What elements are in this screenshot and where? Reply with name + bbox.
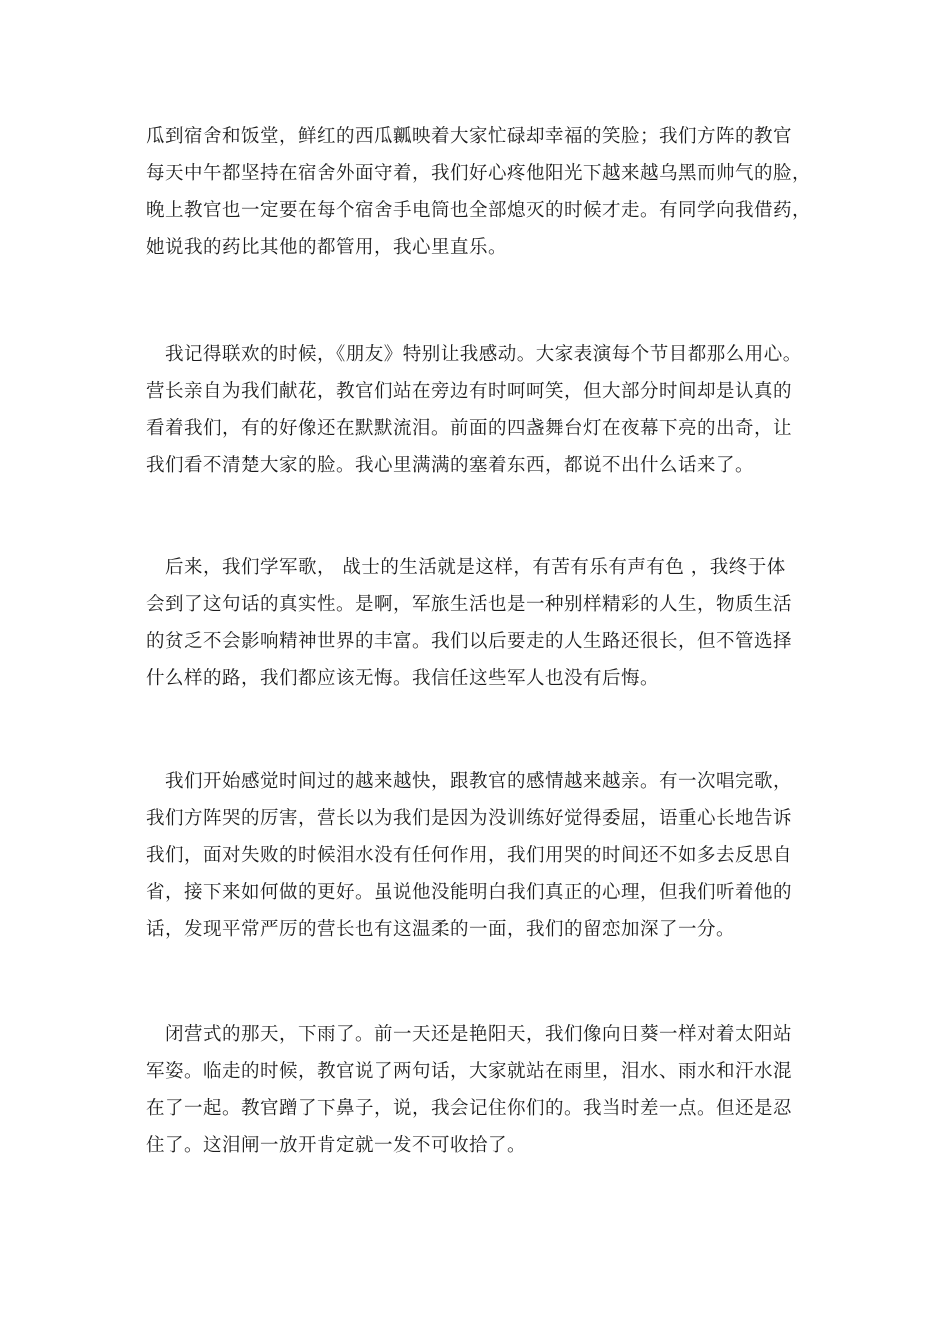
text-line: 营长亲自为我们献花，教官们站在旁边有时呵呵笑，但大部分时间却是认真的 [146,381,793,402]
paragraph-4 [146,763,826,948]
text-line: 闭营式的那天，下雨了。前一天还是艳阳天，我们像向日葵一样对着太阳站 [146,1024,793,1045]
text-line: 看着我们，有的好像还在默默流泪。前面的四盏舞台灯在夜幕下亮的出奇，让 [146,418,793,439]
text-line: 在了一起。教官蹭了下鼻子，说，我会记住你们的。我当时差一点。但还是忍 [146,1098,793,1119]
text-line: 省，接下来如何做的更好。虽说他没能明白我们真正的心理，但我们听着他的 [146,882,793,903]
text-line: 会到了这句话的真实性。是啊，军旅生活也是一种别样精彩的人生，物质生活 [146,594,793,615]
text-line: 我们开始感觉时间过的越来越快，跟教官的感情越来越亲。有一次唱完歌， [146,771,793,792]
text-line: 我们方阵哭的厉害，营长以为我们是因为没训练好觉得委屈，语重心长地告诉 [146,808,793,829]
text-line: 我们看不清楚大家的脸。我心里满满的塞着东西，都说不出什么话来了。 [146,455,755,476]
text-line: 后来，我们学军歌， 战士的生活就是这样，有苦有乐有声有色 ，我终于体 [146,557,786,578]
text-line: 我记得联欢的时候，《朋友》特别让我感动。大家表演每个节目都那么用心。 [146,344,802,365]
text-line: 的贫乏不会影响精神世界的丰富。我们以后要走的人生路还很长，但不管选择 [146,631,793,652]
text-line: 瓜到宿舍和饭堂，鲜红的西瓜瓤映着大家忙碌却幸福的笑脸；我们方阵的教官 [146,126,793,147]
paragraph-5 [146,1016,826,1164]
text-line: 晚上教官也一定要在每个宿舍手电筒也全部熄灭的时候才走。有同学向我借药， [146,200,812,221]
text-line: 话，发现平常严厉的营长也有这温柔的一面，我们的留恋加深了一分。 [146,919,736,940]
paragraph-3 [146,549,826,697]
paragraph-1 [146,118,826,266]
text-line: 军姿。临走的时候，教官说了两句话，大家就站在雨里，泪水、雨水和汗水混 [146,1061,793,1082]
text-line: 什么样的路，我们都应该无悔。我信任这些军人也没有后悔。 [146,668,660,689]
text-line: 她说我的药比其他的都管用，我心里直乐。 [146,237,508,258]
paragraph-2 [146,336,826,484]
text-line: 每天中午都坚持在宿舍外面守着，我们好心疼他阳光下越来越乌黑而帅气的脸， [146,163,812,184]
text-line: 我们，面对失败的时候泪水没有任何作用，我们用哭的时间还不如多去反思自 [146,845,793,866]
text-line: 住了。这泪闸一放开肯定就一发不可收拾了。 [146,1135,527,1156]
